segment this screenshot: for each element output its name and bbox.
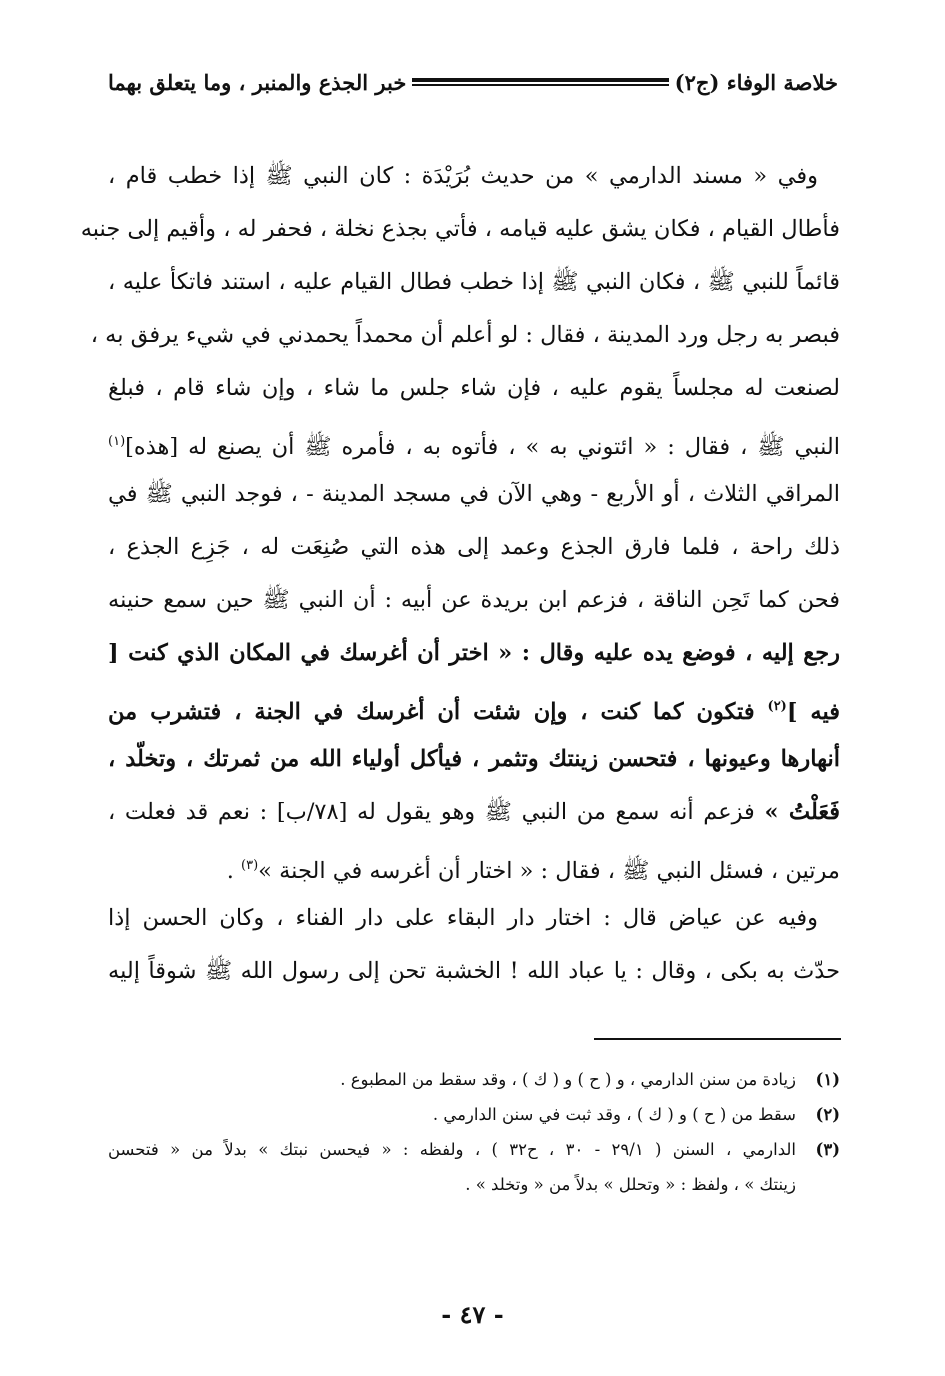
text-line: وفي « مسند الدارمي » من حديث بُرَيْدَة : كان النبي ﷺ إذا خطب قام ، — [108, 163, 818, 189]
footnote-mark: (٢) — [767, 699, 787, 714]
book-title: خلاصة الوفاء (ج٢) — [674, 69, 838, 95]
text-line: ذلك راحة ، فلما فارق الجذع وعمد إلى هذه التي صُنِعَت له ، جَزِع الجذع ، — [108, 534, 840, 560]
text-line: أنهارها وعيونها ، فتحسن زينتك وتثمر ، فيأكل أولياء الله من ثمرتك ، وتخلّد ، — [108, 746, 840, 772]
chapter-title: خبر الجذع والمنبر ، وما يتعلق بهما — [108, 69, 407, 95]
footnote-separator — [594, 1038, 841, 1040]
text-line: مرتين ، فسئل النبي ﷺ ، فقال : « اختار أن أغرسه في الجنة »$^{(٣)}$ . — [226, 858, 840, 884]
text-line: قائماً للنبي ﷺ ، فكان النبي ﷺ إذا خطب فطال القيام عليه ، استند فاتكأ عليه ، — [108, 269, 840, 295]
text-line: المراقي الثلاث ، أو الأربع - وهي الآن في مسجد المدينة - ، فوجد النبي ﷺ في — [108, 481, 840, 507]
text-line: فأطال القيام ، فكان يشق عليه قيامه ، فأتي بجذع نخلة ، فحفر له ، وأقيم إلى جنبه — [80, 216, 840, 242]
text-line: لصنعت له مجلساً يقوم عليه ، فإن شاء جلس ما شاء ، وإن شاء قام ، فبلغ — [108, 375, 840, 401]
text-line: فيه ]$^{(٢)}$ فتكون كما كنت ، وإن شئت أن أغرسك في الجنة ، فتشرب من — [108, 699, 840, 725]
running-header — [108, 62, 838, 102]
text-line: فحن كما تَحِن الناقة ، فزعم ابن بريدة عن أبيه : أن النبي ﷺ حين سمع حنينه — [108, 587, 840, 613]
text-line: وفيه عن عياض قال : اختار دار البقاء على دار الفناء ، وكان الحسن إذا — [108, 905, 818, 931]
header-rule — [412, 78, 668, 86]
footnote: (٢)سقط من ( ح ) و ( ك ) ، وقد ثبت في سنن الدارمي . — [432, 1105, 840, 1124]
footnote: (٣)الدارمي ، السنن ( ٢٩/١ - ٣٠ ، ح٣٢ ) ، ولفظه : « فيحسن نبتك » بدلاً من « فتحسن — [108, 1140, 840, 1159]
text-line: حدّث به بكى ، وقال : يا عباد الله ! الخشبة تحن إلى رسول الله ﷺ شوقاً إليه — [108, 958, 840, 984]
text-line: فبصر به رجل ورد المدينة ، فقال : لو أعلم أن محمداً يحمدني في شيء يرفق به ، — [90, 322, 840, 348]
text-line: النبي ﷺ ، فقال : « ائتوني به » ، فأتوه به ، فأمره ﷺ أن يصنع له [هذه]$^{(١)}$ — [108, 434, 840, 460]
text-line: رجع إليه ، فوضع يده عليه وقال : « اختر أن أغرسك في المكان الذي كنت [ — [108, 640, 840, 666]
main-text — [80, 150, 841, 998]
footnotes — [108, 1062, 840, 1202]
footnote-mark: (١) — [108, 434, 126, 449]
page-number: - ٤٧ - — [441, 1300, 504, 1329]
text-line: فَعَلْتُ » فزعم أنه سمع من النبي ﷺ وهو يقول له [٧٨/ب] : نعم قد فعلت ، — [108, 799, 841, 825]
footnote: (١)زيادة من سنن الدارمي ، و ( ح ) و ( ك ) ، وقد سقط من المطبوع . — [340, 1070, 840, 1089]
footnote-continuation: زينتك » ، ولفظ : « وتحلل » بدلاً من « وتخلد » . — [465, 1175, 796, 1194]
footnote-mark: (٣) — [241, 858, 259, 873]
